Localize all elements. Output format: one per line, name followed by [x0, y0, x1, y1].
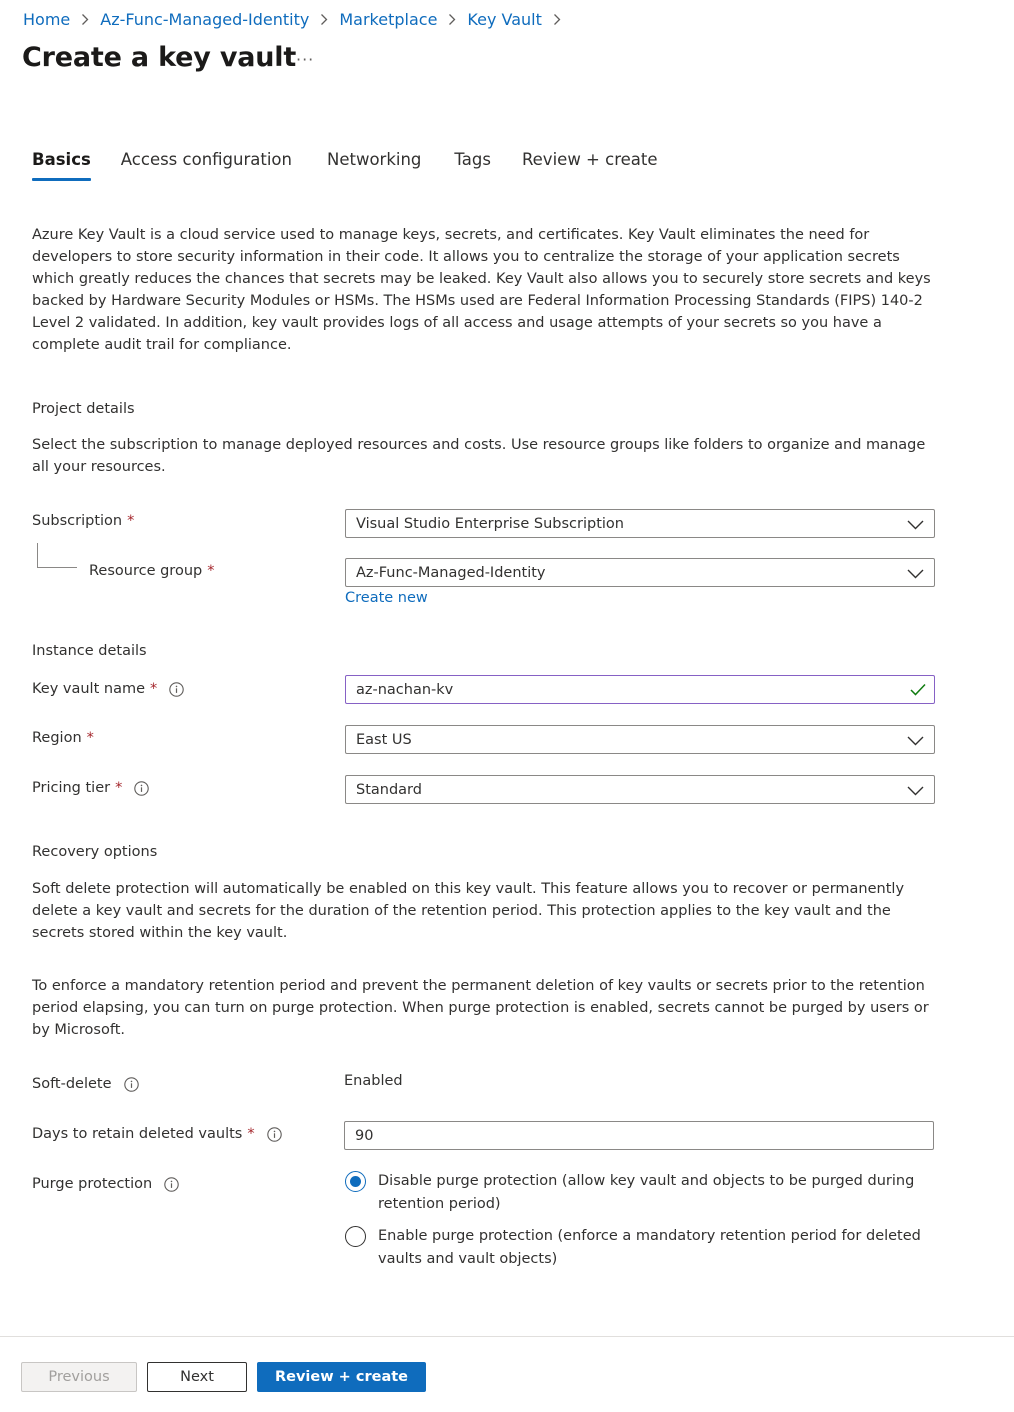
subscription-label-text: Subscription: [32, 513, 123, 529]
info-icon[interactable]: [164, 1177, 179, 1192]
chevron-right-icon: [81, 13, 89, 26]
pricing-tier-label-text: Pricing tier: [32, 780, 111, 796]
info-icon[interactable]: [169, 682, 184, 697]
soft-delete-description: Soft delete protection will automatically be enabled on this key vault. This feature allows you to recover or permanently delete a key vault and secrets for the duration of the retention period. This protection applies to the key vault and the secrets stored within the key vault.: [32, 881, 905, 941]
required-marker: *: [127, 513, 135, 529]
breadcrumb-key-vault[interactable]: Key Vault: [467, 10, 542, 29]
soft-delete-label-text: Soft-delete: [32, 1076, 112, 1092]
breadcrumb-home[interactable]: Home: [23, 10, 71, 29]
key-vault-name-label-text: Key vault name: [32, 681, 145, 697]
days-retain-input[interactable]: [344, 1121, 934, 1150]
chevron-right-icon: [553, 13, 561, 26]
key-vault-name-input[interactable]: [345, 675, 935, 704]
tab-basics[interactable]: Basics: [32, 150, 91, 179]
breadcrumb: [23, 10, 572, 29]
subscription-dropdown[interactable]: [345, 509, 935, 538]
checkmark-icon: [910, 683, 926, 700]
next-button[interactable]: Next: [147, 1362, 247, 1392]
resource-group-label-text: Resource group: [89, 563, 203, 579]
purge-enable-option[interactable]: [345, 1226, 935, 1271]
chevron-down-icon: [907, 518, 924, 534]
tab-networking[interactable]: Networking: [326, 150, 422, 169]
subscription-label: [32, 513, 134, 529]
required-marker: *: [247, 1126, 255, 1142]
resource-group-dropdown[interactable]: [345, 558, 935, 587]
soft-delete-value: Enabled: [344, 1073, 403, 1089]
previous-button[interactable]: Previous: [21, 1362, 137, 1392]
chevron-down-icon: [907, 567, 924, 583]
tab-tags[interactable]: Tags: [454, 150, 491, 169]
wizard-tabs: [32, 150, 658, 179]
breadcrumb-marketplace[interactable]: Marketplace: [339, 10, 438, 29]
purge-protection-description: To enforce a mandatory retention period and prevent the permanent deletion of key vaults or secrets prior to the retention period elapsing, you can turn on purge protection. When purge protection is enabled, secrets cannot be purged by users or by Microsoft.: [32, 978, 929, 1038]
required-marker: *: [150, 681, 158, 697]
required-marker: *: [86, 730, 94, 746]
chevron-right-icon: [320, 13, 328, 26]
tree-connector: [37, 543, 77, 568]
required-marker: *: [207, 563, 215, 579]
chevron-down-icon: [907, 734, 924, 750]
region-label: [32, 730, 94, 746]
info-icon[interactable]: [124, 1077, 139, 1092]
page-title: Create a key vault: [22, 42, 297, 73]
resource-group-value: Az-Func-Managed-Identity: [356, 564, 546, 581]
tab-review-create[interactable]: Review + create: [521, 150, 658, 169]
region-label-text: Region: [32, 730, 82, 746]
create-new-resource-group-link[interactable]: Create new: [345, 590, 428, 606]
pricing-tier-value: Standard: [356, 781, 422, 798]
breadcrumb-resource-group[interactable]: Az-Func-Managed-Identity: [100, 10, 310, 29]
days-retain-label-text: Days to retain deleted vaults: [32, 1126, 243, 1142]
recovery-options-title: Recovery options: [32, 844, 158, 860]
review-create-button[interactable]: Review + create: [257, 1362, 426, 1392]
instance-details-title: Instance details: [32, 643, 147, 659]
soft-delete-label: [32, 1076, 139, 1092]
purge-disable-radio[interactable]: [345, 1171, 366, 1192]
required-marker: *: [115, 780, 123, 796]
purge-enable-text: Enable purge protection (enforce a mandatory retention period for deleted vaults and vault objects): [378, 1228, 921, 1267]
key-vault-name-value: az-nachan-kv: [356, 681, 454, 698]
project-details-title: Project details: [32, 401, 135, 417]
key-vault-name-label: [32, 681, 184, 697]
pricing-tier-dropdown[interactable]: [345, 775, 935, 804]
region-dropdown[interactable]: [345, 725, 935, 754]
footer-divider: [0, 1336, 1014, 1337]
days-retain-label: [32, 1126, 282, 1142]
more-options-icon[interactable]: ···: [296, 50, 315, 69]
subscription-value: Visual Studio Enterprise Subscription: [356, 515, 624, 532]
chevron-right-icon: [448, 13, 456, 26]
days-retain-value: 90: [355, 1127, 374, 1144]
pricing-tier-label: [32, 780, 149, 796]
resource-group-label: [89, 563, 214, 579]
region-value: East US: [356, 731, 412, 748]
info-icon[interactable]: [134, 781, 149, 796]
purge-disable-text: Disable purge protection (allow key vault and objects to be purged during retention period): [378, 1173, 915, 1212]
purge-protection-label-text: Purge protection: [32, 1176, 153, 1192]
purge-protection-label: [32, 1176, 179, 1192]
intro-description: Azure Key Vault is a cloud service used to manage keys, secrets, and certificates. Key Vault eliminates the need for developers to store security information in their code. It allows you to centralize the storage of your application secrets which greatly reduces the chances that secrets may be leaked. Key Vault also allows you to securely store secrets and keys backed by Hardware Security Modules or HSMs. The HSMs used are Federal Information Processing Standards (FIPS) 140-2 Level 2 validated. In addition, key vault provides logs of all access and usage attempts of your secrets so you have a complete audit trail for compliance.: [32, 227, 931, 353]
chevron-down-icon: [907, 784, 924, 800]
project-details-description: Select the subscription to manage deployed resources and costs. Use resource groups like folders to organize and manage all your resources.: [32, 437, 926, 475]
purge-enable-radio[interactable]: [345, 1226, 366, 1247]
info-icon[interactable]: [267, 1127, 282, 1142]
tab-access-configuration[interactable]: Access configuration: [120, 150, 292, 169]
purge-disable-option[interactable]: [345, 1171, 935, 1216]
